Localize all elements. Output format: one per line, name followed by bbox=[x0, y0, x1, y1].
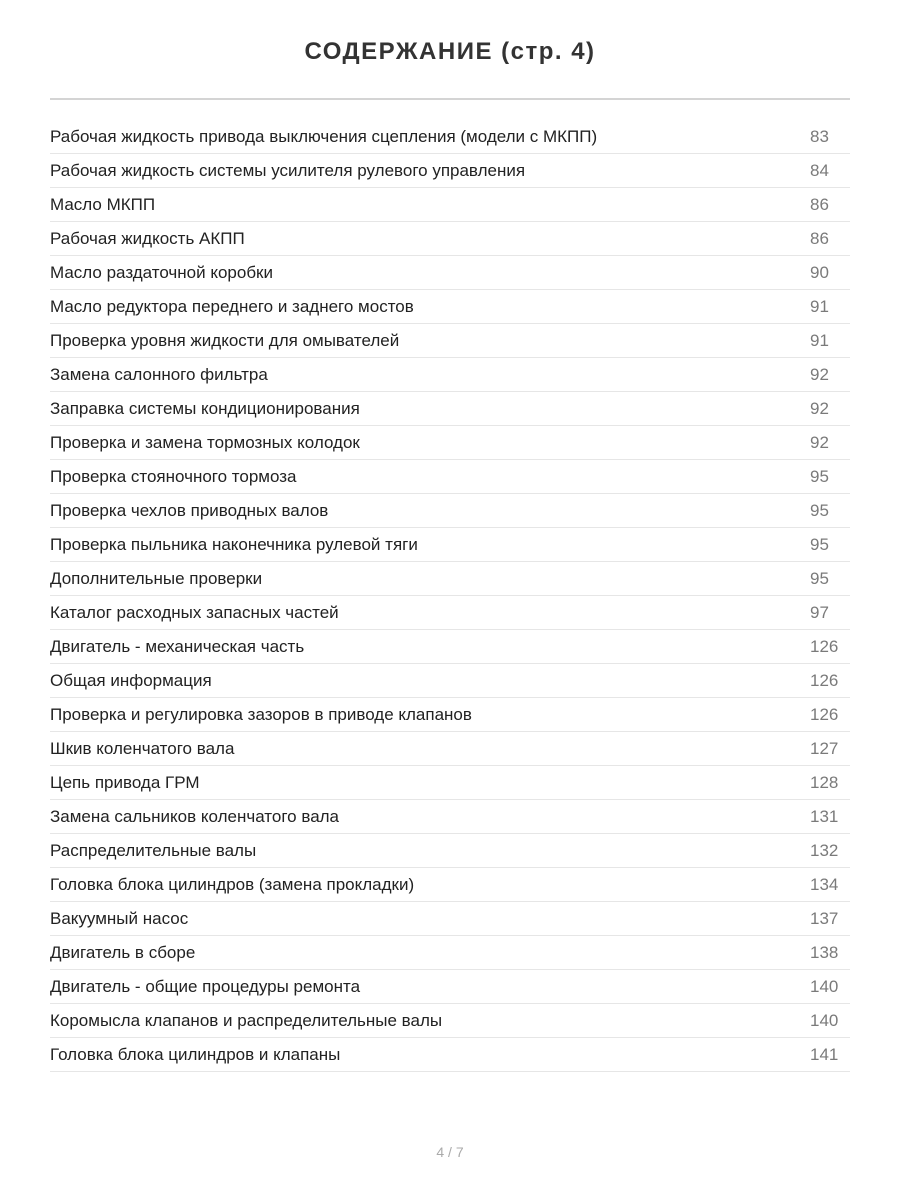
toc-entry-page-number: 95 bbox=[810, 466, 829, 486]
toc-entry-page-number: 91 bbox=[810, 330, 829, 350]
toc-entry-title[interactable]: Коромысла клапанов и распределительные валы bbox=[50, 1010, 443, 1030]
toc-entry[interactable] bbox=[50, 766, 850, 800]
toc-entry[interactable] bbox=[50, 426, 850, 460]
toc-entry-title[interactable]: Масло редуктора переднего и заднего мостов bbox=[50, 296, 414, 316]
toc-entry-page-number: 91 bbox=[810, 296, 829, 316]
toc-entry-title[interactable]: Шкив коленчатого вала bbox=[50, 738, 235, 758]
toc-entry-title[interactable]: Двигатель - общие процедуры ремонта bbox=[50, 976, 361, 996]
toc-entry[interactable] bbox=[50, 936, 850, 970]
toc-entry-page-number: 126 bbox=[810, 670, 839, 690]
toc-entry-title[interactable]: Каталог расходных запасных частей bbox=[50, 602, 339, 622]
toc-entry[interactable] bbox=[50, 732, 850, 766]
toc-entry-page-number: 134 bbox=[810, 874, 839, 894]
toc-entry[interactable] bbox=[50, 222, 850, 256]
toc-entry-page-number: 97 bbox=[810, 602, 829, 622]
toc-entry-title[interactable]: Заправка системы кондиционирования bbox=[50, 398, 360, 418]
toc-entry-title[interactable]: Проверка пыльника наконечника рулевой тяги bbox=[50, 534, 418, 554]
toc-entry-title[interactable]: Проверка и замена тормозных колодок bbox=[50, 432, 360, 452]
toc-entry[interactable] bbox=[50, 970, 850, 1004]
toc-entry[interactable] bbox=[50, 1038, 850, 1072]
toc-entry[interactable] bbox=[50, 494, 850, 528]
toc-entry-page-number: 137 bbox=[810, 908, 839, 928]
toc-entry-page-number: 90 bbox=[810, 262, 829, 282]
toc-entry-page-number: 127 bbox=[810, 738, 839, 758]
toc-entry-page-number: 95 bbox=[810, 534, 829, 554]
toc-entry-title[interactable]: Дополнительные проверки bbox=[50, 568, 263, 588]
toc-entry-page-number: 141 bbox=[810, 1044, 839, 1064]
toc-entry[interactable] bbox=[50, 1004, 850, 1038]
toc-entry-page-number: 131 bbox=[810, 806, 839, 826]
toc-entry[interactable] bbox=[50, 868, 850, 902]
toc-entry-title[interactable]: Рабочая жидкость системы усилителя рулевого управления bbox=[50, 160, 526, 180]
toc-entry[interactable] bbox=[50, 596, 850, 630]
toc-entry-page-number: 140 bbox=[810, 1010, 839, 1030]
toc-entry[interactable] bbox=[50, 630, 850, 664]
toc-entry-title[interactable]: Головка блока цилиндров и клапаны bbox=[50, 1044, 341, 1064]
toc-entry-title[interactable]: Замена сальников коленчатого вала bbox=[50, 806, 340, 826]
page-indicator: 4 / 7 bbox=[436, 1144, 464, 1160]
toc-entry-title[interactable]: Цепь привода ГРМ bbox=[50, 772, 200, 792]
toc-entry-page-number: 132 bbox=[810, 840, 839, 860]
toc-entry-title[interactable]: Двигатель - механическая часть bbox=[50, 636, 305, 656]
toc-entry[interactable] bbox=[50, 188, 850, 222]
toc-entry-title[interactable]: Проверка чехлов приводных валов bbox=[50, 500, 329, 520]
toc-entry-title[interactable]: Масло МКПП bbox=[50, 194, 156, 214]
toc-entry[interactable] bbox=[50, 392, 850, 426]
toc-entry-page-number: 84 bbox=[810, 160, 829, 180]
toc-entry-page-number: 92 bbox=[810, 364, 829, 384]
toc-entry[interactable] bbox=[50, 324, 850, 358]
toc-entry-page-number: 140 bbox=[810, 976, 839, 996]
toc-entry[interactable] bbox=[50, 256, 850, 290]
toc-entry[interactable] bbox=[50, 120, 850, 154]
toc-entry[interactable] bbox=[50, 358, 850, 392]
toc-entry[interactable] bbox=[50, 698, 850, 732]
toc-entry[interactable] bbox=[50, 154, 850, 188]
toc-entry-title[interactable]: Двигатель в сборе bbox=[50, 942, 196, 962]
toc-entry-page-number: 126 bbox=[810, 704, 839, 724]
toc-entry-page-number: 95 bbox=[810, 500, 829, 520]
toc-entry-title[interactable]: Масло раздаточной коробки bbox=[50, 262, 273, 282]
toc-entry-title[interactable]: Проверка уровня жидкости для омывателей bbox=[50, 330, 400, 350]
toc-entry-title[interactable]: Проверка и регулировка зазоров в приводе клапанов bbox=[50, 704, 472, 724]
toc-entry[interactable] bbox=[50, 460, 850, 494]
toc-entry-title[interactable]: Распределительные валы bbox=[50, 840, 257, 860]
toc-entry-title[interactable]: Проверка стояночного тормоза bbox=[50, 466, 297, 486]
toc-entry-page-number: 138 bbox=[810, 942, 839, 962]
toc-entry-page-number: 128 bbox=[810, 772, 839, 792]
toc-entry-title[interactable]: Замена салонного фильтра bbox=[50, 364, 268, 384]
toc-entry[interactable] bbox=[50, 562, 850, 596]
toc-entry[interactable] bbox=[50, 290, 850, 324]
header-divider bbox=[50, 98, 850, 100]
toc-entry-title[interactable]: Рабочая жидкость АКПП bbox=[50, 228, 245, 248]
toc-entry-title[interactable]: Головка блока цилиндров (замена прокладки) bbox=[50, 874, 415, 894]
toc-entry-title[interactable]: Вакуумный насос bbox=[50, 908, 189, 928]
toc-list bbox=[50, 120, 850, 1072]
toc-entry-page-number: 92 bbox=[810, 398, 829, 418]
toc-entry[interactable] bbox=[50, 902, 850, 936]
toc-entry-title[interactable]: Общая информация bbox=[50, 670, 212, 690]
toc-entry-page-number: 83 bbox=[810, 126, 829, 146]
toc-entry-page-number: 95 bbox=[810, 568, 829, 588]
toc-entry-page-number: 86 bbox=[810, 194, 829, 214]
toc-entry-title[interactable]: Рабочая жидкость привода выключения сцепления (модели с МКПП) bbox=[50, 126, 598, 146]
toc-entry[interactable] bbox=[50, 800, 850, 834]
toc-entry-page-number: 92 bbox=[810, 432, 829, 452]
toc-entry[interactable] bbox=[50, 834, 850, 868]
toc-entry[interactable] bbox=[50, 528, 850, 562]
page-title: СОДЕРЖАНИЕ (стр. 4) bbox=[304, 38, 596, 65]
toc-entry-page-number: 86 bbox=[810, 228, 829, 248]
toc-entry[interactable] bbox=[50, 664, 850, 698]
toc-entry-page-number: 126 bbox=[810, 636, 839, 656]
